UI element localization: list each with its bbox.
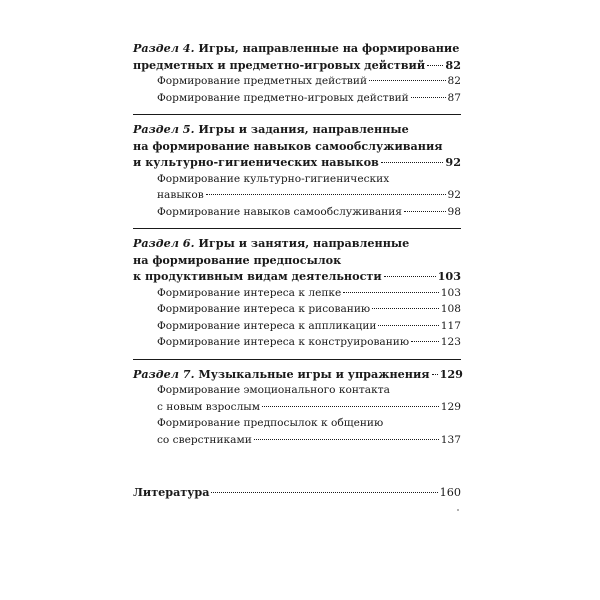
entry-title: Формирование интереса к лепке xyxy=(157,286,342,299)
section-title: Игры, направленные на формирование xyxy=(198,41,460,55)
dot-leader xyxy=(384,276,436,277)
toc-literature[interactable] xyxy=(133,484,461,502)
entry-title: Формирование предметных действий xyxy=(157,75,368,87)
section-heading xyxy=(133,138,461,155)
section-heading-end xyxy=(133,366,461,383)
entry-title: со сверстниками xyxy=(157,433,252,446)
toc-entry[interactable] xyxy=(133,334,461,351)
toc-section-4[interactable] xyxy=(133,40,461,106)
section-divider xyxy=(133,114,461,115)
toc-entry-cont[interactable] xyxy=(133,399,461,416)
toc-entry[interactable] xyxy=(133,90,461,107)
section-heading xyxy=(133,235,461,252)
table-of-contents xyxy=(133,40,461,502)
page-number: 82 xyxy=(445,57,461,72)
section-label: Раздел 6. xyxy=(133,236,195,250)
page-number: 129 xyxy=(439,366,463,381)
entry-title: с новым взрослым xyxy=(157,400,260,413)
toc-entry[interactable] xyxy=(133,171,461,188)
dot-leader xyxy=(411,341,439,342)
dot-leader xyxy=(369,80,445,81)
section-label: Раздел 7. xyxy=(133,366,195,381)
toc-entry[interactable] xyxy=(133,415,461,432)
page-number: 108 xyxy=(440,303,461,315)
toc-section-7[interactable] xyxy=(133,366,461,449)
section-heading xyxy=(133,40,461,57)
dot-leader xyxy=(262,406,439,407)
page-number: 103 xyxy=(437,269,461,283)
page-number: 98 xyxy=(447,205,461,218)
section-label: Раздел 5. xyxy=(133,122,195,136)
entry-title: Формирование навыков самообслуживания xyxy=(157,205,402,218)
section-heading xyxy=(133,252,461,269)
entry-title: Формирование предпосылок к общению xyxy=(157,417,384,429)
dot-leader xyxy=(411,97,446,98)
toc-entry[interactable] xyxy=(133,73,461,90)
section-heading xyxy=(133,121,461,138)
dot-leader xyxy=(381,162,444,163)
dot-leader xyxy=(404,211,446,212)
section-title: предметных и предметно-игровых действий xyxy=(133,57,426,72)
dot-leader xyxy=(254,439,439,440)
page-number: 137 xyxy=(440,433,461,446)
dot-leader xyxy=(206,194,446,195)
section-heading-end xyxy=(133,268,461,285)
dot-leader xyxy=(211,492,437,493)
section-heading-end xyxy=(133,154,461,171)
dot-leader xyxy=(432,374,438,375)
dot-leader xyxy=(427,65,443,66)
toc-entry[interactable] xyxy=(133,318,461,335)
section-title: и культурно-гигиенических навыков xyxy=(133,155,379,169)
section-divider xyxy=(133,228,461,229)
page-number: 92 xyxy=(447,189,461,201)
entry-title: навыков xyxy=(157,189,204,201)
page-number: 92 xyxy=(445,155,461,169)
toc-entry-cont[interactable] xyxy=(133,187,461,204)
section-title: к продуктивным видам деятельности xyxy=(133,269,382,283)
page-number: 87 xyxy=(447,91,461,104)
section-title: на формирование навыков самообслуживания xyxy=(133,138,443,153)
toc-entry[interactable] xyxy=(133,301,461,318)
page-number: 129 xyxy=(440,400,461,413)
entry-title: Формирование культурно-гигиенических xyxy=(157,172,390,185)
page-number: 160 xyxy=(439,486,461,499)
toc-entry[interactable] xyxy=(133,382,461,399)
toc-section-5[interactable] xyxy=(133,121,461,220)
entry-title: Формирование интереса к аппликации xyxy=(157,319,377,332)
paper-speck xyxy=(457,509,459,511)
entry-title: Формирование эмоционального контакта xyxy=(157,384,390,396)
entry-title: Формирование интереса к рисованию xyxy=(157,303,371,315)
entry-title: Формирование интереса к конструированию xyxy=(157,336,410,348)
literature-label: Литература xyxy=(133,485,210,499)
section-label: Раздел 4. xyxy=(133,41,195,55)
toc-entry[interactable] xyxy=(133,204,461,221)
dot-leader xyxy=(343,292,438,293)
toc-section-6[interactable] xyxy=(133,235,461,351)
section-title: на формирование предпосылок xyxy=(133,252,342,267)
toc-entry[interactable] xyxy=(133,285,461,302)
page-number: 103 xyxy=(440,286,461,299)
entry-title: Формирование предметно-игровых действий xyxy=(157,91,409,104)
section-title: Игры и задания, направленные xyxy=(198,122,409,136)
section-divider xyxy=(133,359,461,360)
section-heading-end xyxy=(133,57,461,74)
section-title: Игры и занятия, направленные xyxy=(198,236,410,250)
dot-leader xyxy=(378,325,438,326)
page-number: 117 xyxy=(440,319,461,332)
page-number: 123 xyxy=(440,336,461,348)
section-title: Музыкальные игры и упражнения xyxy=(198,366,430,381)
toc-entry-cont[interactable] xyxy=(133,432,461,449)
page-number: 82 xyxy=(447,75,461,87)
dot-leader xyxy=(372,308,439,309)
